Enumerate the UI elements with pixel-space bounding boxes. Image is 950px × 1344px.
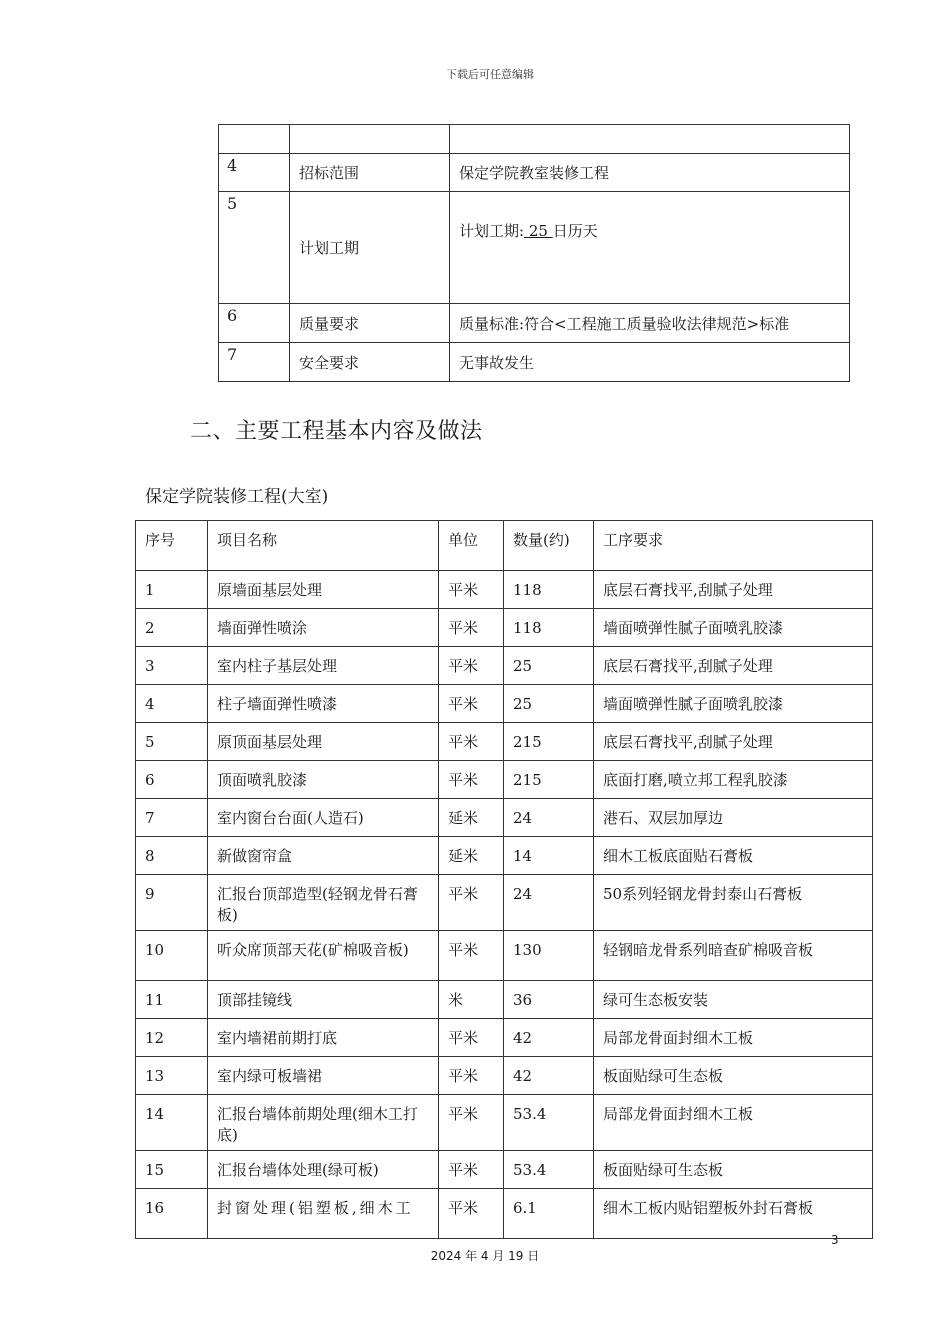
page-header: 下载后可任意编辑	[446, 68, 534, 81]
row-number: 9	[136, 875, 208, 931]
column-header: 序号	[136, 521, 208, 571]
table-row	[136, 571, 873, 609]
process-requirement: 绿可生态板安装	[594, 981, 873, 1019]
item-name: 汇报台墙体处理(绿可板)	[208, 1151, 439, 1189]
process-requirement: 底层石膏找平,刮腻子处理	[594, 723, 873, 761]
process-requirement: 50系列轻钢龙骨封泰山石膏板	[594, 875, 873, 931]
column-header: 单位	[439, 521, 504, 571]
item-name: 新做窗帘盒	[208, 837, 439, 875]
table-subtitle: 保定学院装修工程(大室)	[145, 487, 329, 507]
unit: 平米	[439, 1057, 504, 1095]
unit: 平米	[439, 571, 504, 609]
row-label: 质量要求	[290, 304, 450, 343]
table-row	[219, 192, 850, 304]
quantity: 53.4	[504, 1151, 594, 1189]
row-number: 2	[136, 609, 208, 647]
table-row	[219, 304, 850, 343]
unit: 米	[439, 981, 504, 1019]
unit: 平米	[439, 931, 504, 981]
process-requirement: 板面贴绿可生态板	[594, 1057, 873, 1095]
row-number: 5	[219, 192, 290, 304]
row-number: 12	[136, 1019, 208, 1057]
quantity: 215	[504, 761, 594, 799]
process-requirement: 局部龙骨面封细木工板	[594, 1095, 873, 1151]
row-number: 3	[136, 647, 208, 685]
process-requirement: 板面贴绿可生态板	[594, 1151, 873, 1189]
row-label	[290, 125, 450, 154]
process-requirement: 细木工板底面贴石膏板	[594, 837, 873, 875]
row-value: 质量标准:符合<工程施工质量验收法律规范>标准	[450, 304, 850, 343]
row-value: 无事故发生	[450, 343, 850, 382]
quantity: 42	[504, 1019, 594, 1057]
unit: 平米	[439, 685, 504, 723]
unit: 平米	[439, 1095, 504, 1151]
item-name: 原墙面基层处理	[208, 571, 439, 609]
tender-info-table	[218, 124, 850, 382]
table-row	[219, 343, 850, 382]
item-name: 墙面弹性喷涂	[208, 609, 439, 647]
quantity: 25	[504, 647, 594, 685]
item-name: 室内柱子基层处理	[208, 647, 439, 685]
row-label: 安全要求	[290, 343, 450, 382]
item-name: 原顶面基层处理	[208, 723, 439, 761]
column-header: 数量(约)	[504, 521, 594, 571]
process-requirement: 底面打磨,喷立邦工程乳胶漆	[594, 761, 873, 799]
unit: 平米	[439, 875, 504, 931]
table-row	[136, 837, 873, 875]
column-header: 工序要求	[594, 521, 873, 571]
row-number: 1	[136, 571, 208, 609]
process-requirement: 局部龙骨面封细木工板	[594, 1019, 873, 1057]
quantity: 25	[504, 685, 594, 723]
unit: 平米	[439, 761, 504, 799]
page-number: 3	[831, 1233, 839, 1247]
row-value	[450, 125, 850, 154]
row-number: 6	[219, 304, 290, 343]
row-number: 4	[136, 685, 208, 723]
row-number: 5	[136, 723, 208, 761]
unit: 平米	[439, 1019, 504, 1057]
quantity: 42	[504, 1057, 594, 1095]
unit: 平米	[439, 1151, 504, 1189]
schedule-prefix: 计划工期:	[459, 222, 525, 240]
quantity: 118	[504, 571, 594, 609]
schedule-days: 25	[524, 222, 553, 240]
row-number	[219, 125, 290, 154]
process-requirement: 底层石膏找平,刮腻子处理	[594, 647, 873, 685]
unit: 平米	[439, 609, 504, 647]
quantity: 24	[504, 875, 594, 931]
process-requirement: 底层石膏找平,刮腻子处理	[594, 571, 873, 609]
table-row	[136, 1019, 873, 1057]
process-requirement: 细木工板内贴铝塑板外封石膏板	[594, 1189, 873, 1239]
unit: 平米	[439, 647, 504, 685]
row-number: 7	[136, 799, 208, 837]
process-requirement: 墙面喷弹性腻子面喷乳胶漆	[594, 685, 873, 723]
process-requirement: 墙面喷弹性腻子面喷乳胶漆	[594, 609, 873, 647]
row-number: 4	[219, 154, 290, 192]
schedule-suffix: 日历天	[552, 222, 598, 240]
row-number: 13	[136, 1057, 208, 1095]
item-name: 汇报台顶部造型(轻钢龙骨石膏板)	[208, 875, 439, 931]
item-name: 顶面喷乳胶漆	[208, 761, 439, 799]
row-number: 15	[136, 1151, 208, 1189]
unit: 延米	[439, 799, 504, 837]
footer-date: 2024 年 4 月 19 日	[430, 1249, 540, 1263]
row-label: 计划工期	[290, 192, 450, 304]
table-row	[136, 931, 873, 981]
quantity: 53.4	[504, 1095, 594, 1151]
work-items-table	[135, 520, 873, 1239]
table-row	[136, 647, 873, 685]
item-name: 柱子墙面弹性喷漆	[208, 685, 439, 723]
quantity: 24	[504, 799, 594, 837]
row-value	[450, 192, 850, 304]
row-number: 16	[136, 1189, 208, 1239]
table-row	[136, 799, 873, 837]
quantity: 130	[504, 931, 594, 981]
table-row	[219, 125, 850, 154]
item-name: 听众席顶部天花(矿棉吸音板)	[208, 931, 439, 981]
row-number: 8	[136, 837, 208, 875]
table-row	[136, 609, 873, 647]
item-name: 汇报台墙体前期处理(细木工打底)	[208, 1095, 439, 1151]
item-name: 室内窗台台面(人造石)	[208, 799, 439, 837]
quantity: 118	[504, 609, 594, 647]
table-row	[219, 154, 850, 192]
table-row	[136, 875, 873, 931]
unit: 平米	[439, 1189, 504, 1239]
table-row	[136, 1151, 873, 1189]
row-number: 11	[136, 981, 208, 1019]
table-row	[136, 723, 873, 761]
unit: 延米	[439, 837, 504, 875]
item-name: 顶部挂镜线	[208, 981, 439, 1019]
item-name: 封窗处理(铝塑板,细木工	[208, 1189, 439, 1239]
item-name: 室内墙裙前期打底	[208, 1019, 439, 1057]
row-value: 保定学院教室装修工程	[450, 154, 850, 192]
row-number: 10	[136, 931, 208, 981]
row-number: 14	[136, 1095, 208, 1151]
row-number: 6	[136, 761, 208, 799]
section-title: 二、主要工程基本内容及做法	[190, 419, 483, 444]
quantity: 215	[504, 723, 594, 761]
row-number: 7	[219, 343, 290, 382]
row-label: 招标范围	[290, 154, 450, 192]
table-row	[136, 1057, 873, 1095]
quantity: 14	[504, 837, 594, 875]
table-row	[136, 1189, 873, 1239]
process-requirement: 轻钢暗龙骨系列暗查矿棉吸音板	[594, 931, 873, 981]
table-row	[136, 1095, 873, 1151]
unit: 平米	[439, 723, 504, 761]
table-header-row	[136, 521, 873, 571]
table-row	[136, 981, 873, 1019]
table-row	[136, 761, 873, 799]
column-header: 项目名称	[208, 521, 439, 571]
item-name: 室内绿可板墙裙	[208, 1057, 439, 1095]
table-row	[136, 685, 873, 723]
quantity: 6.1	[504, 1189, 594, 1239]
process-requirement: 港石、双层加厚边	[594, 799, 873, 837]
quantity: 36	[504, 981, 594, 1019]
